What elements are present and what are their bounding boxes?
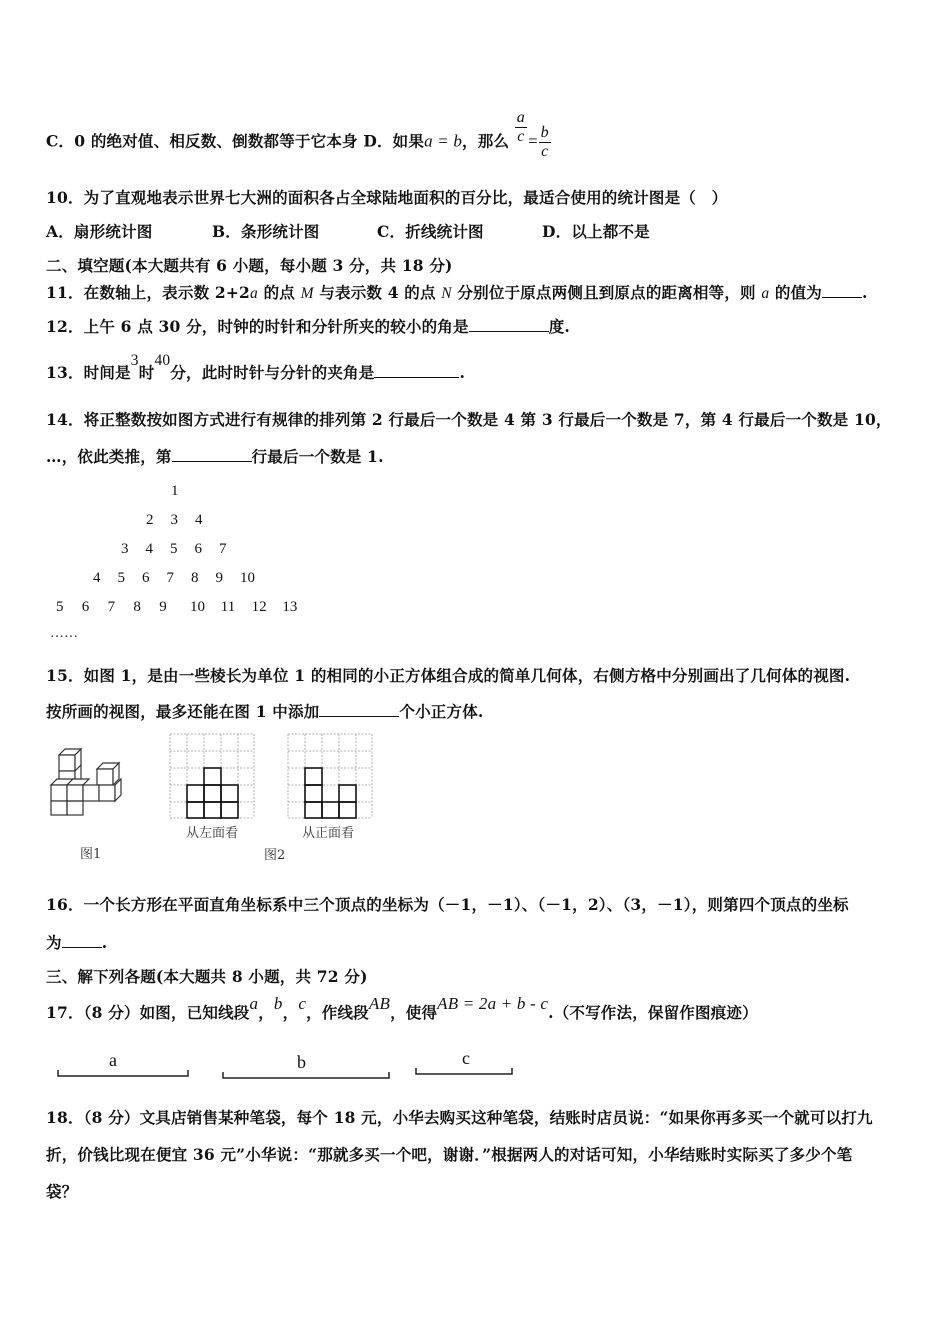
q11-text-3: 与表示数 4 的点	[313, 283, 442, 302]
section-2-heading: 二、填空题(本大题共有 6 小题，每小题 3 分，共 18 分)	[46, 256, 453, 275]
q12-answer-blank	[469, 317, 549, 332]
q18-line-1: 18．（8 分）文具店销售某种笔袋，每个 18 元，小华去购买这种笔袋，结账时店员说：“如果你再多买一个就可以打九	[46, 1108, 873, 1127]
q13-text-1: 13．时间是	[46, 363, 131, 382]
segment-a-label: a	[109, 1050, 117, 1070]
q11-answer-blank	[822, 283, 862, 298]
triangle-number: 7	[107, 599, 116, 615]
q12-text-1: 12．上午 6 点 30 分，时钟的时针和分针所夹的较小的角是	[46, 317, 469, 336]
triangle-number: 4	[145, 541, 153, 557]
q17-text-1: 17．（8 分）如图，已知线段	[46, 1003, 250, 1022]
q16-line-1: 16．一个长方形在平面直角坐标系中三个顶点的坐标为（－1，－1）、（－1，2）、（3，－1），则第四个顶点的坐标	[46, 895, 849, 914]
q13-text-3: 分，此时时针与分针的夹角是	[170, 363, 375, 382]
section-3-heading: 三、解下列各题(本大题共 8 小题，共 72 分)	[46, 967, 368, 986]
q17-text-3: ，使得	[390, 1003, 438, 1022]
q13	[46, 352, 466, 383]
q17-comma-2: ，	[282, 1003, 299, 1022]
q11-text-2: 的点	[257, 283, 301, 302]
segment-c-label: c	[462, 1048, 470, 1068]
triangle-number: 3	[170, 512, 178, 528]
fraction-a-over-c	[515, 109, 527, 146]
segment-b	[220, 1052, 395, 1082]
q10-option-b: B．条形统计图	[212, 222, 320, 241]
q17	[46, 994, 758, 1023]
triangle-number: 8	[191, 570, 199, 586]
triangle-number: 8	[133, 599, 141, 615]
triangle-number: 4	[93, 570, 101, 586]
q14-text-1: …，依此类推，第	[46, 447, 172, 466]
q17-var-ab: AB	[368, 994, 391, 1013]
q12	[46, 315, 570, 337]
q15-text-1: 按所画的视图，最多还能在图 1 中添加	[46, 702, 320, 721]
left-view-grid	[168, 732, 258, 822]
q13-answer-blank	[374, 363, 459, 378]
q13-minute: 40	[154, 352, 171, 369]
left-view-caption: 从左面看	[186, 826, 239, 841]
figure-1-caption: 图1	[80, 847, 102, 862]
q17-var-a: a	[249, 994, 259, 1013]
q11-text-4: 分别位于原点两侧且到原点的距离相等，则	[451, 283, 762, 302]
q11-point-m: M	[300, 285, 314, 302]
q18-line-2: 折，价钱比现在便宜 36 元”小华说：“那就多买一个吧，谢谢．”根据两人的对话可知，小华结账时实际买了多少个笔	[46, 1145, 853, 1164]
q15-line-1: 15．如图 1，是由一些棱长为单位 1 的相同的小正方体组合成的简单几何体，右侧方格中分别画出了几何体的视图.	[46, 666, 851, 685]
triangle-number: 6	[81, 599, 90, 615]
fraction-denominator: c	[541, 143, 549, 160]
triangle-number: 2	[146, 512, 154, 528]
triangle-number: 9	[215, 570, 223, 586]
triangle-number: 6	[194, 541, 202, 557]
q11-text-1: 11．在数轴上，表示数 2+2	[46, 283, 251, 302]
q17-var-b: b	[273, 994, 283, 1013]
q16-answer-blank	[62, 933, 102, 948]
triangle-number: 7	[166, 570, 174, 586]
segment-a	[55, 1050, 195, 1080]
q9-condition: a = b	[424, 131, 463, 151]
triangle-number: 12	[251, 599, 267, 615]
q10-option-c: C．折线统计图	[377, 222, 484, 241]
triangle-number: 10	[240, 570, 255, 586]
q14-line-1: 14．将正整数按如图方式进行有规律的排列第 2 行最后一个数是 4 第 3 行最后一个数是 7，第 4 行最后一个数是 10，	[46, 410, 892, 429]
triangle-number: 3	[121, 541, 129, 557]
q14-answer-blank	[172, 447, 252, 462]
q9-then: ，那么	[462, 131, 510, 151]
triangle-number: 9	[159, 599, 167, 615]
q17-text-4: .（不写作法，保留作图痕迹）	[548, 1003, 758, 1022]
q11	[46, 281, 868, 303]
q13-hour: 3	[130, 352, 139, 369]
q16-end: .	[101, 933, 108, 952]
q18-line-3: 袋？	[46, 1182, 78, 1201]
q14-line-2	[46, 445, 384, 467]
q13-end: .	[459, 363, 466, 382]
q11-end: .	[861, 283, 868, 302]
triangle-number: 4	[195, 512, 203, 528]
front-view-grid	[286, 732, 376, 822]
q17-var-c: c	[298, 994, 307, 1013]
triangle-number: 5	[117, 570, 125, 586]
q9-option-text: C．0 的绝对值、相反数、倒数都等于它本身 D．如果	[46, 131, 425, 151]
fraction-numerator: b	[540, 124, 549, 141]
triangle-number: 13	[282, 599, 298, 615]
equals-sign: =	[526, 131, 539, 151]
segment-b-label: b	[297, 1052, 306, 1072]
front-view-caption: 从正面看	[302, 826, 355, 841]
q11-var-a: a	[250, 285, 258, 302]
fraction-denominator: c	[517, 128, 525, 145]
triangle-number: 6	[142, 570, 150, 586]
triangle-number: 5	[170, 541, 178, 557]
q14-text-2: 行最后一个数是 1.	[251, 447, 384, 466]
q17-comma-1: ，	[258, 1003, 274, 1022]
q12-text-2: 度.	[548, 317, 571, 336]
q9-option-cd	[46, 109, 551, 161]
q15-line-2	[46, 700, 484, 722]
fraction-numerator: a	[516, 109, 525, 126]
triangle-number: 11	[220, 599, 236, 615]
q16-line-2	[46, 931, 107, 953]
q10-option-d: D．以上都不是	[542, 222, 650, 241]
triangle-number: 1	[171, 483, 179, 499]
q15-text-2: 个小正方体.	[399, 702, 484, 721]
q10-stem: 10．为了直观地表示世界七大洲的面积各占全球陆地面积的百分比，最适合使用的统计图是（ ）	[46, 188, 728, 207]
triangle-ellipsis: ……	[50, 626, 78, 641]
q15-answer-blank	[319, 702, 399, 717]
q11-var-a2: a	[761, 285, 770, 302]
q16-text-1: 为	[46, 933, 62, 952]
q10-option-a: A．扇形统计图	[46, 222, 153, 241]
triangle-number: 5	[56, 599, 64, 615]
figure-2-caption: 图2	[264, 848, 286, 863]
q17-text-2: ，作线段	[306, 1003, 369, 1022]
q13-text-2: 时	[138, 363, 155, 382]
fraction-b-over-c	[539, 124, 551, 161]
triangle-number: 7	[219, 541, 227, 557]
figure-1-cubes	[45, 745, 130, 817]
q11-text-5: 的值为	[769, 283, 822, 302]
q11-point-n: N	[441, 285, 452, 302]
q17-equation: AB = 2a + b - c	[437, 994, 549, 1013]
triangle-number: 10	[190, 599, 205, 615]
